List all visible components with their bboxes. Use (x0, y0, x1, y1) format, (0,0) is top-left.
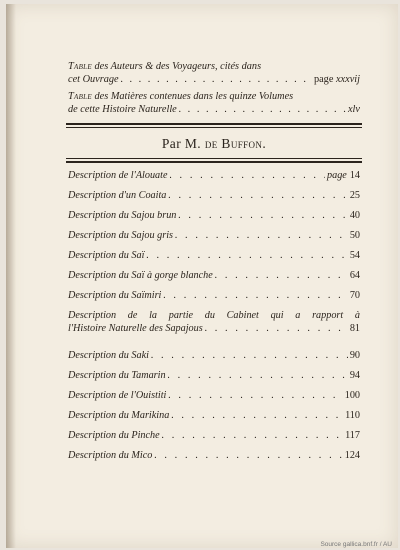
leader-dots (175, 230, 348, 241)
toc-page: 70 (349, 290, 360, 301)
author-name: Buffon. (217, 136, 267, 151)
toc-row (68, 250, 360, 261)
toc-page: 50 (349, 230, 360, 241)
toc-title: Description du Mico (68, 450, 153, 461)
toc-row (68, 230, 360, 241)
entry-title-part1: des Auteurs & des Voyageurs, cités dans (91, 61, 262, 72)
toc-title: Description du Pinche (68, 430, 160, 441)
table-auteurs-entry (68, 60, 360, 86)
toc-row (68, 370, 360, 381)
toc-page: 110 (345, 410, 360, 421)
leader-dots (171, 410, 343, 421)
leader-dots (215, 270, 348, 281)
toc-row (68, 410, 360, 421)
toc-page: 40 (349, 210, 360, 221)
entry-line-1 (68, 60, 360, 73)
toc-title: Description du Saïmiri (68, 290, 162, 301)
leader-dots (205, 323, 348, 334)
top-double-rule-thick (66, 123, 362, 125)
toc-title: Description du Sajou gris (68, 230, 173, 241)
toc-title-line2: l'Histoire Naturelle des Sapajous (68, 323, 203, 334)
bottom-double-rule-thick (66, 161, 362, 163)
toc-page: 64 (349, 270, 360, 281)
toc-page: 81 (349, 323, 360, 334)
entry-title-part1: des Matières contenues dans les quinze Volumes (91, 91, 294, 102)
toc-row (68, 210, 360, 221)
toc-page: 25 (349, 190, 360, 201)
leader-dots (168, 190, 347, 201)
leader-dots (146, 250, 347, 261)
toc-page: 90 (349, 350, 360, 361)
toc-title: Description du Saï à gorge blanche (68, 270, 213, 281)
leader-dots (163, 290, 347, 301)
toc-row (68, 170, 360, 181)
entry-title-part2: de cette Histoire Naturelle (68, 104, 177, 115)
toc-row (68, 350, 360, 361)
toc-title: Description d'un Coaita (68, 190, 167, 201)
toc-title-line1: Description de la partie du Cabinet qui a rapport à (68, 310, 360, 321)
toc-title: Description du Tamarin (68, 370, 166, 381)
toc-row (68, 190, 360, 201)
toc-title: Description de l'Alouate (68, 170, 168, 181)
leader-dots (151, 350, 348, 361)
leader-dots (170, 170, 325, 181)
toc-title: Description du Marikina (68, 410, 170, 421)
toc-page: 54 (349, 250, 360, 261)
toc-page: 14 (349, 170, 360, 181)
entry-line-2 (68, 73, 360, 86)
toc-row (68, 270, 360, 281)
entry-line-1 (68, 90, 360, 103)
source-watermark: Source gallica.bnf.fr / AU (320, 541, 392, 548)
entry-page: xlv (347, 104, 360, 115)
toc-title: Description de l'Ouistiti (68, 390, 167, 401)
toc-page: 117 (345, 430, 360, 441)
leader-dots (154, 450, 342, 461)
toc-title: Description du Sajou brun (68, 210, 177, 221)
toc-row-multiline (68, 310, 360, 332)
entry-lead: Table (68, 61, 92, 72)
entry-page: page xxxvij (313, 74, 360, 85)
leader-dots (179, 103, 346, 116)
toc-page: 94 (349, 370, 360, 381)
toc-row (68, 290, 360, 301)
author-prefix: Par M. (161, 136, 205, 151)
leader-dots (168, 390, 342, 401)
toc-page: 124 (344, 450, 360, 461)
author-heading (66, 136, 362, 152)
toc-row (68, 450, 360, 461)
toc-row (68, 430, 360, 441)
book-page (6, 4, 398, 548)
author-particle: de (204, 136, 218, 151)
leader-dots (178, 210, 347, 221)
entry-title-part2: cet Ouvrage (68, 74, 119, 85)
top-double-rule-thin (66, 127, 362, 128)
toc-title: Description du Saki (68, 350, 149, 361)
toc-row (68, 390, 360, 401)
table-matieres-entry (68, 90, 360, 116)
leader-dots (168, 370, 348, 381)
entry-line-2 (68, 103, 360, 116)
leader-dots (121, 73, 312, 86)
page-gutter-shadow (6, 4, 16, 548)
toc-page: 100 (344, 390, 360, 401)
toc-page-word: page (327, 170, 347, 181)
bottom-double-rule-thin (66, 158, 362, 159)
toc-title: Description du Saï (68, 250, 145, 261)
toc-title-line2-row (68, 323, 360, 334)
entry-lead: Table (68, 91, 92, 102)
leader-dots (162, 430, 343, 441)
